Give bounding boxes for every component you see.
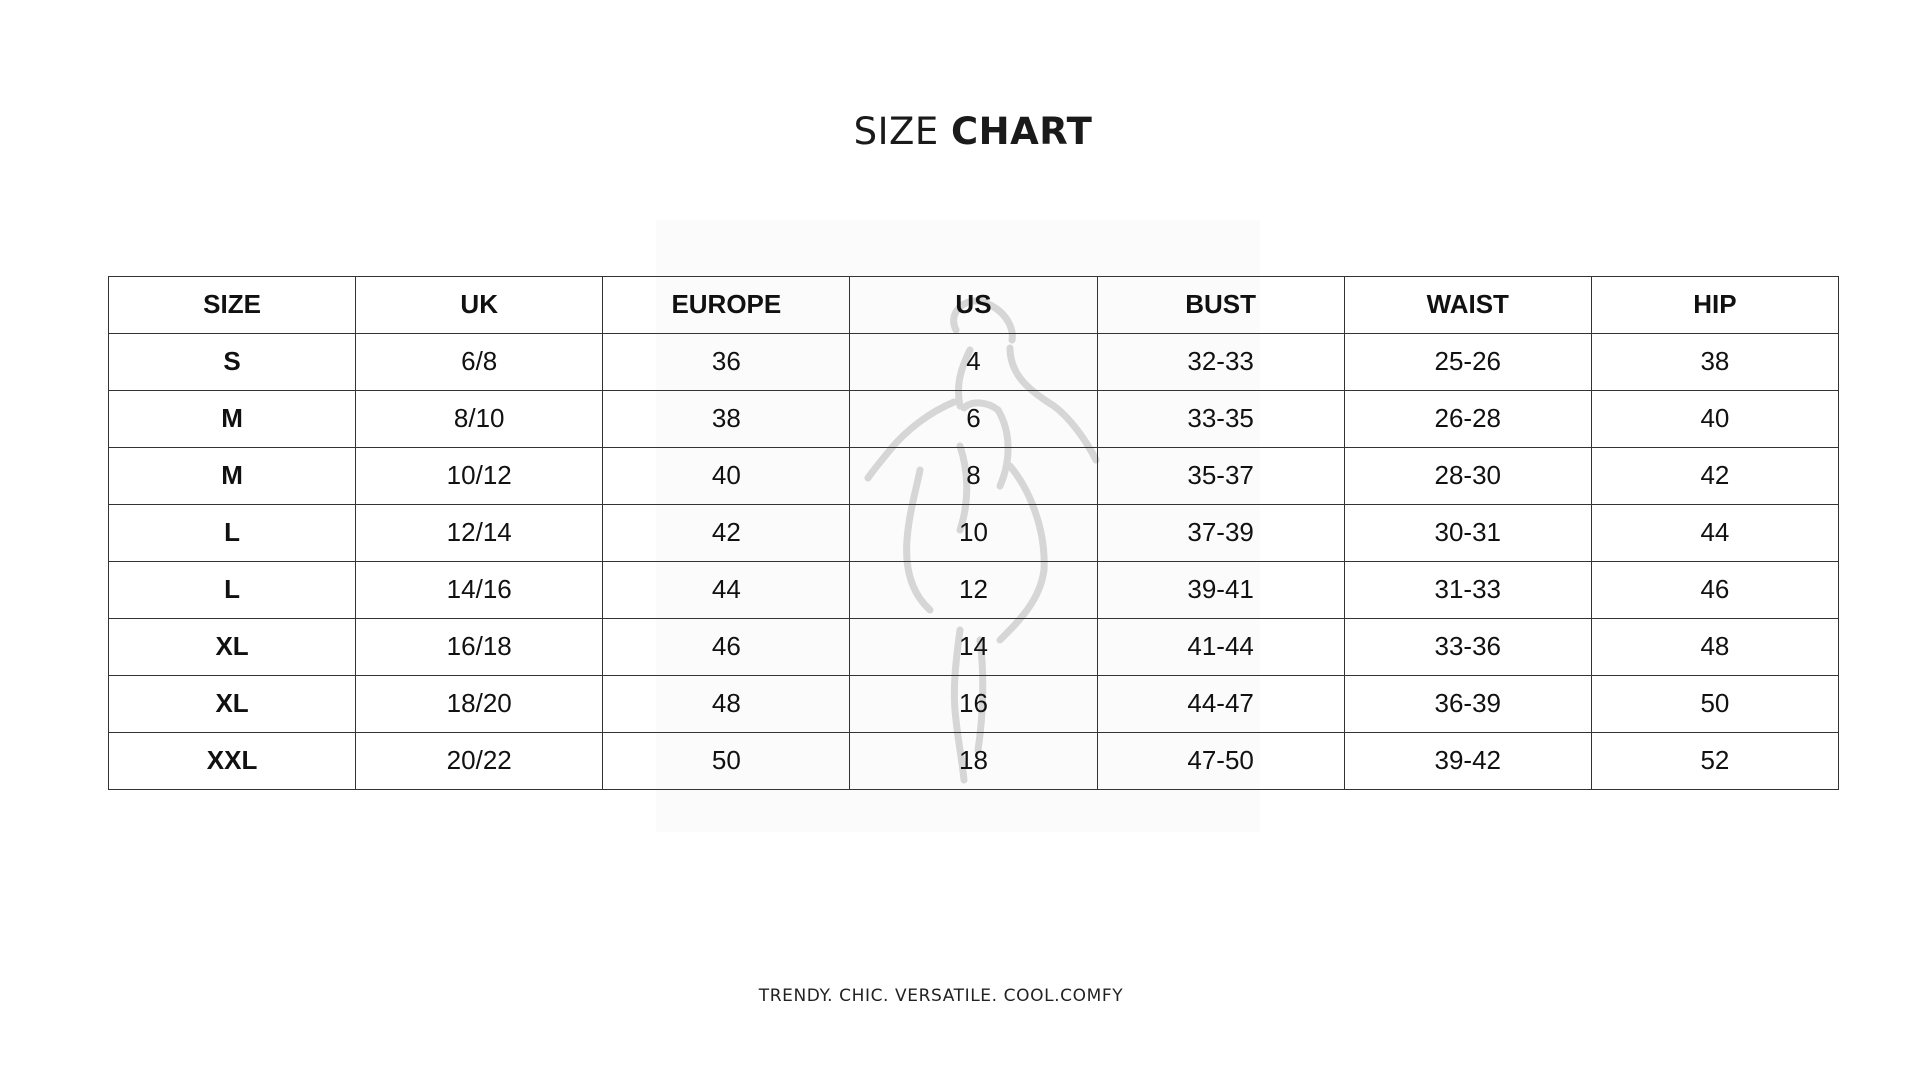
header-europe: EUROPE [603,277,850,334]
size-cell: L [109,562,356,619]
uk-cell: 16/18 [356,619,603,676]
title-light-part: SIZE [853,110,939,153]
bust-cell: 47-50 [1097,733,1344,790]
header-hip: HIP [1591,277,1838,334]
hip-cell: 40 [1591,391,1838,448]
waist-cell: 39-42 [1344,733,1591,790]
size-cell: L [109,505,356,562]
table-row [109,562,1839,619]
bust-cell: 39-41 [1097,562,1344,619]
title-bold-part: CHART [951,110,1093,153]
table-row [109,334,1839,391]
europe-cell: 46 [603,619,850,676]
us-cell: 12 [850,562,1097,619]
header-waist: WAIST [1344,277,1591,334]
waist-cell: 26-28 [1344,391,1591,448]
table-row [109,448,1839,505]
size-table [108,276,1839,790]
size-cell: M [109,391,356,448]
waist-cell: 28-30 [1344,448,1591,505]
waist-cell: 31-33 [1344,562,1591,619]
size-cell: XL [109,619,356,676]
hip-cell: 50 [1591,676,1838,733]
bust-cell: 35-37 [1097,448,1344,505]
hip-cell: 42 [1591,448,1838,505]
uk-cell: 8/10 [356,391,603,448]
uk-cell: 6/8 [356,334,603,391]
header-uk: UK [356,277,603,334]
header-bust: BUST [1097,277,1344,334]
hip-cell: 48 [1591,619,1838,676]
bust-cell: 44-47 [1097,676,1344,733]
bust-cell: 33-35 [1097,391,1344,448]
europe-cell: 48 [603,676,850,733]
bust-cell: 41-44 [1097,619,1344,676]
europe-cell: 42 [603,505,850,562]
size-cell: M [109,448,356,505]
europe-cell: 50 [603,733,850,790]
bust-cell: 32-33 [1097,334,1344,391]
table-header-row [109,277,1839,334]
us-cell: 8 [850,448,1097,505]
us-cell: 6 [850,391,1097,448]
europe-cell: 40 [603,448,850,505]
europe-cell: 36 [603,334,850,391]
size-cell: XL [109,676,356,733]
size-cell: XXL [109,733,356,790]
uk-cell: 20/22 [356,733,603,790]
us-cell: 10 [850,505,1097,562]
uk-cell: 14/16 [356,562,603,619]
hip-cell: 52 [1591,733,1838,790]
hip-cell: 38 [1591,334,1838,391]
table-row [109,676,1839,733]
us-cell: 4 [850,334,1097,391]
waist-cell: 36-39 [1344,676,1591,733]
tagline: TRENDY. CHIC. VERSATILE. COOL.COMFY [758,986,1124,1006]
uk-cell: 12/14 [356,505,603,562]
waist-cell: 30-31 [1344,505,1591,562]
europe-cell: 38 [603,391,850,448]
size-cell: S [109,334,356,391]
us-cell: 14 [850,619,1097,676]
bust-cell: 37-39 [1097,505,1344,562]
header-size: SIZE [109,277,356,334]
waist-cell: 33-36 [1344,619,1591,676]
us-cell: 18 [850,733,1097,790]
table-row [109,391,1839,448]
hip-cell: 44 [1591,505,1838,562]
uk-cell: 18/20 [356,676,603,733]
us-cell: 16 [850,676,1097,733]
table-row [109,505,1839,562]
waist-cell: 25-26 [1344,334,1591,391]
table-row [109,733,1839,790]
page-title [0,108,1920,156]
table-row [109,619,1839,676]
hip-cell: 46 [1591,562,1838,619]
uk-cell: 10/12 [356,448,603,505]
header-us: US [850,277,1097,334]
europe-cell: 44 [603,562,850,619]
